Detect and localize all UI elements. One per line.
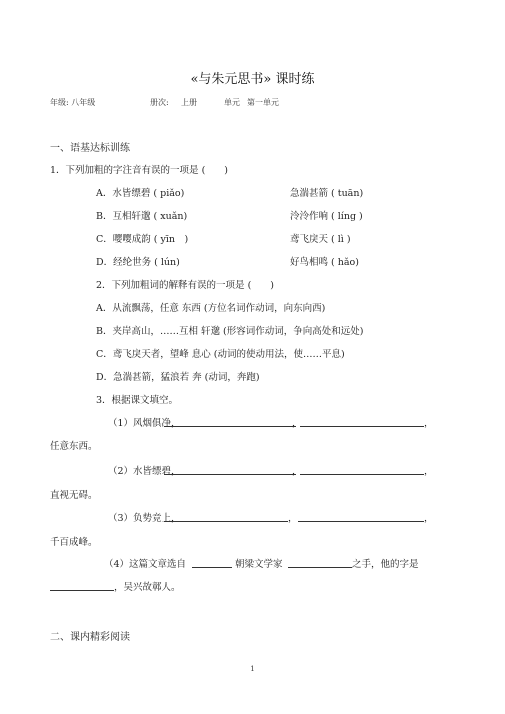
q1-option-d-right: 好鸟相鸣 ( hǎo) bbox=[290, 257, 359, 268]
fill-blank[interactable] bbox=[192, 557, 232, 568]
q3-item-2-mid: ， bbox=[292, 466, 302, 477]
fill-blank[interactable] bbox=[164, 464, 296, 475]
q3-item-3-label: （3）负势竞上， bbox=[108, 513, 181, 524]
unit-label: 单元 bbox=[224, 98, 240, 107]
section-heading-1: 一、语基达标训练 bbox=[50, 143, 130, 154]
q3-item-2-label: （2）水皆缥碧， bbox=[108, 466, 181, 477]
q3-item-1-continuation: 任意东西。 bbox=[50, 441, 98, 452]
q3-item-2-end: ， bbox=[424, 466, 434, 477]
grade-label: 年级: 八年级 bbox=[50, 98, 96, 107]
fill-blank[interactable] bbox=[300, 416, 424, 427]
fill-blank[interactable] bbox=[164, 511, 288, 522]
page-title: «与朱元思书» 课时练 bbox=[190, 72, 315, 87]
q1-option-a-right: 急湍甚箭 ( tuān) bbox=[290, 188, 364, 199]
fill-blank[interactable] bbox=[50, 580, 114, 591]
page-number: 1 bbox=[250, 665, 255, 673]
question-2-stem: 2．下列加粗词的解释有误的一项是 ( ) bbox=[96, 280, 274, 291]
q3-item-4-label: （4）这篇文章选自 bbox=[104, 559, 187, 570]
fill-blank[interactable] bbox=[300, 464, 424, 475]
q3-item-4-after1: 朝梁文学家 bbox=[235, 559, 283, 570]
q3-item-3-mid: ， bbox=[288, 513, 298, 524]
q3-item-4-after2: 之手，他的字是 bbox=[352, 559, 419, 570]
q2-option-b: B．夹岸高山，……互相 轩邈 (形容词作动词，争向高处和远处) bbox=[96, 326, 364, 337]
fill-blank[interactable] bbox=[164, 416, 296, 427]
q3-item-4-after3: ，吴兴故鄣人。 bbox=[114, 582, 181, 593]
q3-item-3-end: ， bbox=[424, 513, 434, 524]
q1-option-d-left: D．经纶世务 ( lún) bbox=[96, 257, 180, 268]
fill-blank[interactable] bbox=[298, 511, 424, 522]
volume-value: 上册 bbox=[181, 98, 197, 107]
q1-option-c-right: 鸢飞戾天 ( lì ) bbox=[290, 234, 351, 245]
q2-option-c: C．鸢飞戾天者，望峰 息心 (动词的使动用法，使……平息) bbox=[96, 349, 345, 360]
q1-option-c-left: C．嘤嘤成韵 ( yīn ) bbox=[96, 234, 189, 245]
q3-item-1-label: （1）风烟俱净， bbox=[108, 418, 181, 429]
unit-value: 第一单元 bbox=[247, 98, 279, 107]
q1-option-b-left: B．互相轩邈 ( xuǎn) bbox=[96, 211, 188, 222]
question-3-stem: 3．根据课文填空。 bbox=[96, 395, 179, 406]
q3-item-1-end: ， bbox=[424, 418, 434, 429]
q2-option-d: D．急湍甚箭，猛浪若 奔 (动词，奔跑) bbox=[96, 372, 260, 383]
q1-option-b-right: 泠泠作响 ( líng ) bbox=[290, 211, 363, 222]
q3-item-2-continuation: 直视无碍。 bbox=[50, 490, 98, 501]
q1-option-a-left: A．水皆缥碧 ( piǎo) bbox=[96, 188, 185, 199]
fill-blank[interactable] bbox=[288, 557, 352, 568]
q3-item-3-continuation: 千百成峰。 bbox=[50, 537, 98, 548]
section-heading-2: 二、课内精彩阅读 bbox=[50, 632, 130, 643]
question-1-stem: 1．下列加粗的字注音有误的一项是 ( ) bbox=[50, 165, 228, 176]
q3-item-1-mid: ， bbox=[292, 418, 302, 429]
volume-label: 册次: bbox=[150, 98, 169, 107]
q2-option-a: A．从流飘荡，任意 东西 (方位名词作动词，向东向西) bbox=[96, 303, 326, 314]
